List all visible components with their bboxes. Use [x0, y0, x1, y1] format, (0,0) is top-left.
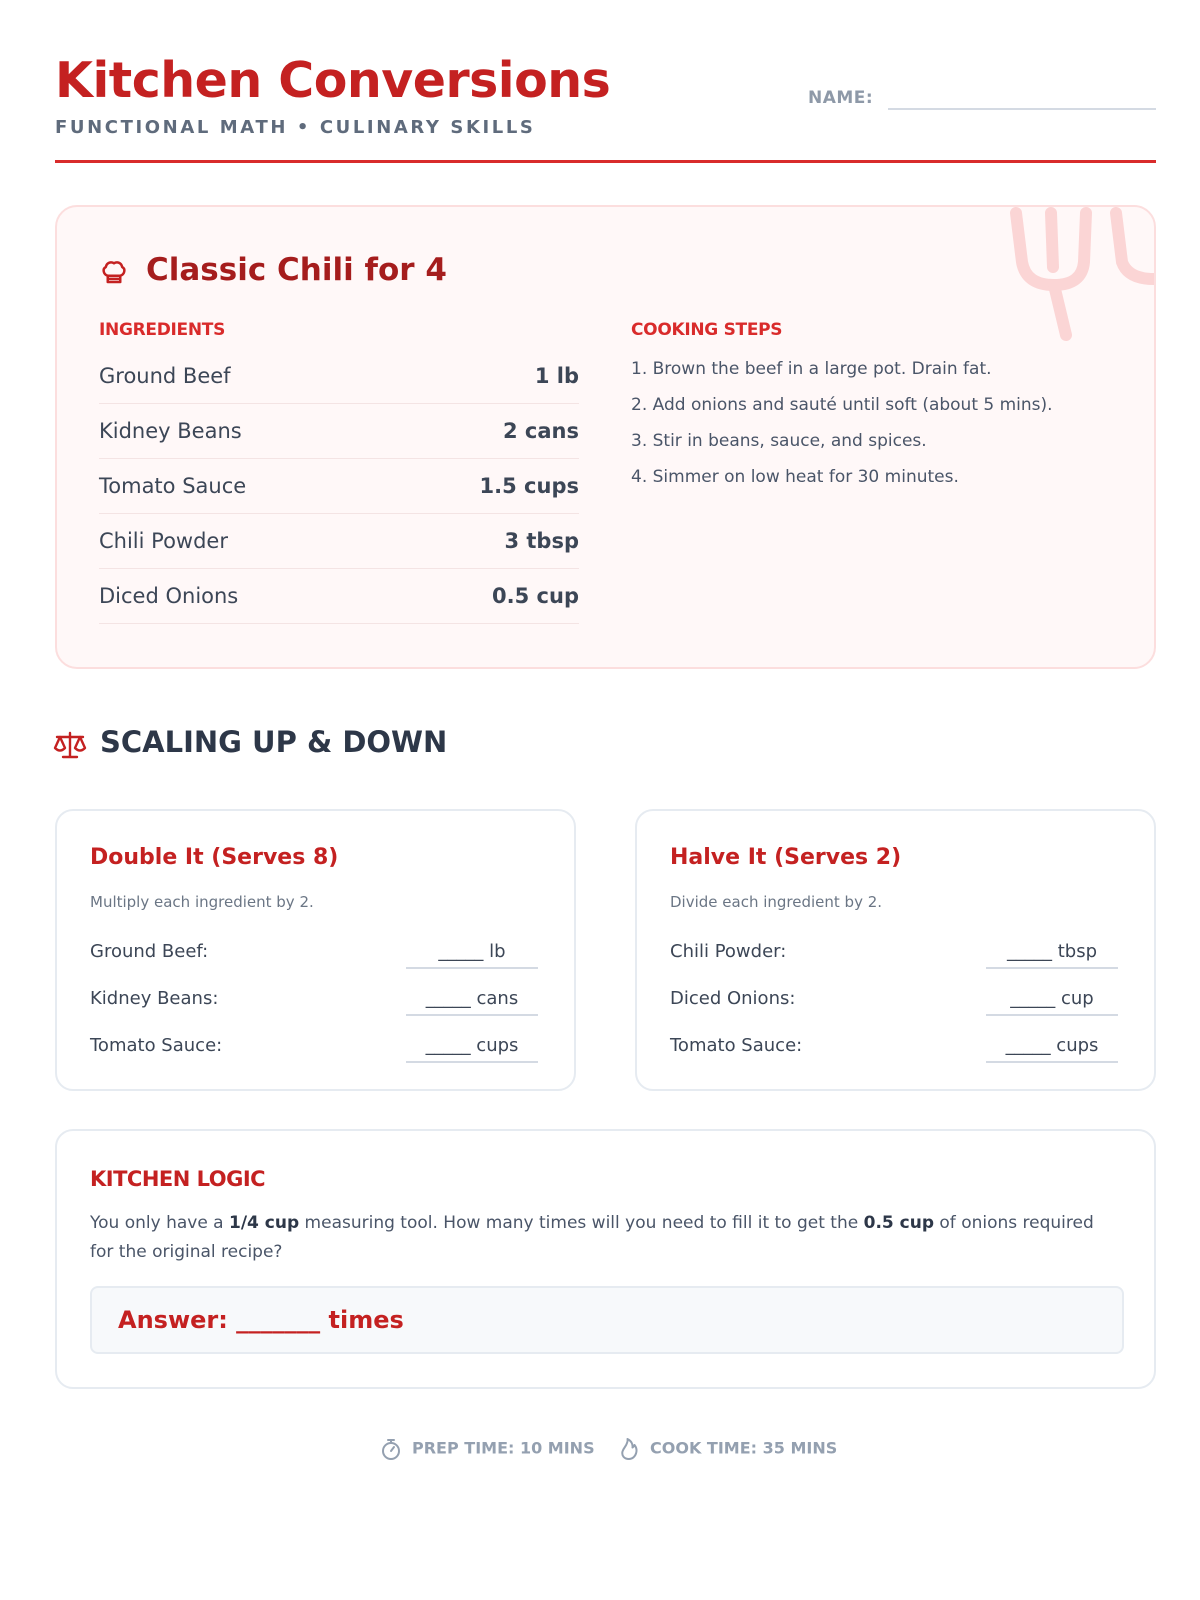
answer-blank[interactable]: _____ lb — [406, 937, 538, 969]
step-item: 2. Add onions and sauté until soft (about 5 mins). — [631, 395, 1053, 415]
ingredient-name: Chili Powder — [99, 529, 228, 553]
ingredient-name: Ground Beef — [99, 364, 231, 388]
prep-time-label: PREP TIME: 10 MINS — [412, 1438, 595, 1458]
page-subtitle: FUNCTIONAL MATH • CULINARY SKILLS — [55, 117, 536, 138]
question-label: Kidney Beans: — [90, 988, 219, 1009]
question-text: You only have a — [90, 1213, 230, 1233]
logic-question — [90, 1209, 1120, 1267]
question-row — [90, 1023, 538, 1070]
header-divider — [55, 160, 1156, 163]
question-text: measuring tool. How many times will you need to fill it to get the — [299, 1213, 864, 1233]
question-label: Ground Beef: — [90, 941, 209, 962]
answer-blank[interactable]: _____ cups — [986, 1031, 1118, 1063]
question-label: Chili Powder: — [670, 941, 787, 962]
ingredient-row — [99, 514, 579, 569]
step-list — [631, 359, 1131, 503]
cook-time-label: COOK TIME: 35 MINS — [650, 1438, 838, 1458]
answer-box[interactable] — [90, 1286, 1124, 1354]
question-row — [670, 976, 1118, 1023]
ingredient-row — [99, 349, 579, 404]
section-title: SCALING UP & DOWN — [100, 725, 448, 759]
question-highlight: 1/4 cup — [229, 1213, 300, 1233]
ingredient-row — [99, 404, 579, 459]
question-text: of onions required for the original recipe? — [90, 1213, 1094, 1262]
double-title: Double It (Serves 8) — [90, 845, 339, 870]
question-label: Tomato Sauce: — [670, 1035, 803, 1056]
ingredient-row — [99, 569, 579, 624]
recipe-title: Classic Chili for 4 — [146, 252, 447, 288]
logic-card — [55, 1129, 1156, 1389]
flame-icon — [618, 1437, 640, 1461]
page-title: Kitchen Conversions — [55, 52, 611, 109]
answer-blank[interactable]: _____ cups — [406, 1031, 538, 1063]
double-instruction: Multiply each ingredient by 2. — [90, 893, 314, 911]
answer-blank[interactable]: _____ cans — [406, 984, 538, 1016]
prep-time — [380, 1437, 595, 1461]
halve-instruction: Divide each ingredient by 2. — [670, 893, 883, 911]
ingredients-heading: INGREDIENTS — [99, 320, 226, 340]
steps-heading: COOKING STEPS — [631, 320, 783, 340]
halve-questions — [670, 929, 1118, 1070]
question-label: Tomato Sauce: — [90, 1035, 223, 1056]
answer-blank[interactable]: _____ tbsp — [986, 937, 1118, 969]
ingredient-amount: 2 cans — [503, 419, 579, 443]
ingredient-amount: 1 lb — [534, 364, 579, 388]
double-questions — [90, 929, 538, 1070]
ingredient-amount: 3 tbsp — [504, 529, 579, 553]
question-row — [670, 929, 1118, 976]
step-item: 1. Brown the beef in a large pot. Drain fat. — [631, 359, 992, 379]
cook-time — [618, 1437, 837, 1461]
stopwatch-icon — [380, 1437, 402, 1461]
recipe-card — [55, 205, 1156, 669]
ingredient-list — [99, 349, 579, 624]
chef-hat-icon — [99, 257, 129, 287]
double-card — [55, 809, 576, 1091]
ingredient-name: Tomato Sauce — [99, 474, 247, 498]
name-label: NAME: — [808, 88, 874, 108]
ingredient-name: Diced Onions — [99, 584, 239, 608]
fork-icon — [1004, 207, 1154, 347]
question-row — [670, 1023, 1118, 1070]
halve-title: Halve It (Serves 2) — [670, 845, 902, 870]
name-field[interactable] — [888, 108, 1156, 110]
ingredient-amount: 1.5 cups — [479, 474, 579, 498]
logic-title: KITCHEN LOGIC — [90, 1167, 266, 1191]
halve-card — [635, 809, 1156, 1091]
question-row — [90, 976, 538, 1023]
answer-blank[interactable]: _____ cup — [986, 984, 1118, 1016]
step-item: 3. Stir in beans, sauce, and spices. — [631, 431, 927, 451]
ingredient-row — [99, 459, 579, 514]
balance-scale-icon — [53, 730, 87, 760]
question-row — [90, 929, 538, 976]
ingredient-amount: 0.5 cup — [492, 584, 579, 608]
answer-text: Answer: _______ times — [118, 1306, 404, 1334]
question-label: Diced Onions: — [670, 988, 796, 1009]
ingredient-name: Kidney Beans — [99, 419, 242, 443]
question-highlight: 0.5 cup — [863, 1213, 934, 1233]
step-item: 4. Simmer on low heat for 30 minutes. — [631, 467, 959, 487]
